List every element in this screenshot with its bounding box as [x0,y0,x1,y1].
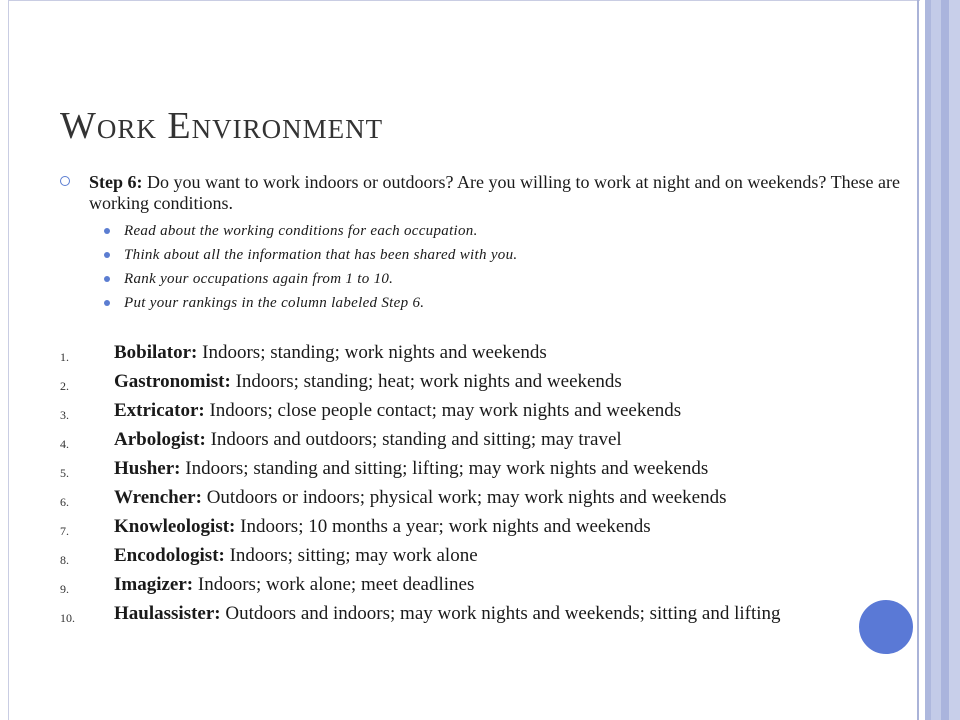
slide-frame-top [8,0,920,1]
item-number: 2. [60,379,69,393]
occupation-desc: Indoors; sitting; may work alone [229,545,478,566]
step-instructions [60,219,910,315]
occupation-item [60,545,930,566]
occupation-name: Encodologist: [114,545,225,566]
occupation-desc: Indoors and outdoors; standing and sitting; may travel [210,429,622,450]
occupation-desc: Outdoors and indoors; may work nights and weekends; sitting and lifting [225,603,781,624]
occupation-desc: Indoors; standing and sitting; lifting; may work nights and weekends [185,458,709,479]
step-text: Do you want to work indoors or outdoors? Are you willing to work at night and on weekends? These are working conditions. [89,172,901,213]
occupation-item [60,603,930,624]
instruction-text: Put your rankings in the column labeled Step 6. [124,295,425,311]
occupation-name: Haulassister: [114,603,221,624]
occupation-name: Husher: [114,458,181,479]
occupation-item [60,516,930,537]
item-number: 4. [60,437,69,451]
item-number: 10. [60,611,75,625]
occupation-item [60,458,930,479]
dot-bullet-icon [104,300,110,306]
step-paragraph [60,172,910,214]
instruction-item [104,291,910,315]
instruction-item [104,243,910,267]
occupation-desc: Indoors; work alone; meet deadlines [197,574,475,595]
decorative-stripe [941,0,949,720]
dot-bullet-icon [104,252,110,258]
occupation-desc: Outdoors or indoors; physical work; may work nights and weekends [206,487,727,508]
occupation-name: Imagizer: [114,574,194,595]
instruction-item [104,267,910,291]
instruction-text: Read about the working conditions for each occupation. [124,223,478,239]
occupation-name: Bobilator: [114,342,198,363]
occupation-desc: Indoors; close people contact; may work nights and weekends [209,400,682,421]
occupation-name: Gastronomist: [114,371,231,392]
occupation-name: Extricator: [114,400,205,421]
occupation-item [60,574,930,595]
instruction-text: Think about all the information that has been shared with you. [124,247,518,263]
step-section [60,172,910,315]
occupation-desc: Indoors; standing; heat; work nights and weekends [235,371,622,392]
item-number: 9. [60,582,69,596]
slide-frame-left [8,0,9,720]
item-number: 1. [60,350,69,364]
dot-bullet-icon [104,276,110,282]
instruction-text: Rank your occupations again from 1 to 10. [124,271,394,287]
occupation-item [60,400,930,421]
item-number: 6. [60,495,69,509]
occupation-item [60,342,930,363]
occupation-item [60,371,930,392]
instruction-item [104,219,910,243]
ring-bullet-icon [60,176,70,186]
occupation-list [60,342,930,632]
decorative-stripe [949,0,960,720]
item-number: 5. [60,466,69,480]
slide-title: Work Environment [60,105,384,147]
occupation-name: Arbologist: [114,429,206,450]
item-number: 3. [60,408,69,422]
decorative-stripe [931,0,941,720]
item-number: 7. [60,524,69,538]
occupation-desc: Indoors; 10 months a year; work nights and weekends [240,516,651,537]
item-number: 8. [60,553,69,567]
dot-bullet-icon [104,228,110,234]
occupation-item [60,487,930,508]
step-label: Step 6: [89,172,143,192]
occupation-name: Wrencher: [114,487,202,508]
occupation-desc: Indoors; standing; work nights and weekends [202,342,547,363]
occupation-item [60,429,930,450]
occupation-name: Knowleologist: [114,516,236,537]
